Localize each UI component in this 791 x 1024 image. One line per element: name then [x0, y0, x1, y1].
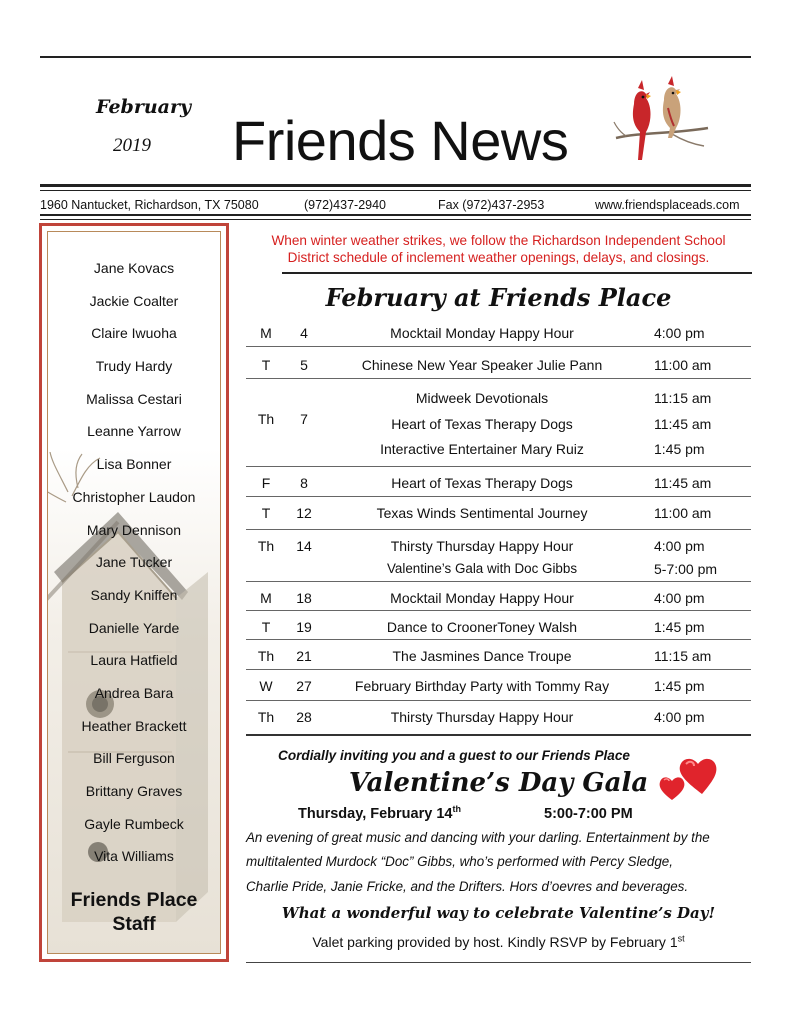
staff-name: Trudy Hardy [95, 358, 173, 375]
schedule-day: Th [257, 411, 275, 427]
gala-description-line3: Charlie Pride, Janie Fricke, and the Drifters. Hors d’oevres and beverages. [246, 878, 689, 894]
issue-year: 2019 [113, 135, 151, 156]
gala-title: Valentine’s Day Gala [348, 768, 649, 798]
staff-name: Leanne Yarrow [87, 423, 181, 440]
staff-name: Danielle Yarde [88, 619, 180, 636]
weather-notice-line1: When winter weather strikes, we follow the Richardson Independent School [271, 233, 726, 248]
schedule-event: Thirsty Thursday Happy Hour [390, 709, 574, 725]
schedule-date: 27 [296, 678, 312, 694]
schedule-day: F [261, 475, 271, 491]
schedule-event: Thirsty Thursday Happy Hour [390, 538, 574, 554]
row-divider [246, 346, 751, 347]
staff-name: Mary Dennison [86, 521, 182, 538]
contact-address: 1960 Nantucket, Richardson, TX 75080 [40, 198, 259, 212]
schedule-time: 11:15 am [654, 390, 712, 406]
schedule-date: 19 [296, 619, 312, 635]
staff-heading [48, 888, 220, 936]
schedule-date: 5 [300, 357, 308, 373]
schedule-date: 28 [296, 709, 312, 725]
schedule-bottom-rule [246, 734, 751, 736]
schedule-event: Valentine’s Gala with Doc Gibbs [386, 561, 578, 576]
schedule-time: 4:00 pm [654, 590, 705, 606]
row-divider [246, 496, 751, 497]
row-divider [246, 669, 751, 670]
gala-description-line2: multitalented Murdock “Doc” Gibbs, who’s performed with Percy Sledge, [246, 854, 673, 870]
row-divider [246, 529, 751, 530]
staff-name: Claire Iwuoha [91, 325, 177, 342]
staff-name: Heather Brackett [81, 717, 187, 734]
schedule-time: 4:00 pm [654, 538, 705, 554]
schedule-date: 18 [296, 590, 312, 606]
masthead-rule-lower [40, 190, 751, 191]
hearts-icon [656, 754, 728, 802]
gala-invite: Cordially inviting you and a guest to our Friends Place [278, 748, 630, 763]
schedule-time: 4:00 pm [654, 709, 705, 725]
notice-rule [282, 272, 752, 274]
schedule-time: 11:00 am [654, 505, 712, 521]
schedule-day: Th [257, 648, 275, 664]
contact-website[interactable]: www.friendsplaceads.com [595, 198, 740, 212]
row-divider [246, 378, 751, 379]
schedule-event: Heart of Texas Therapy Dogs [391, 416, 573, 432]
issue-month: February [96, 96, 192, 118]
schedule-time: 4:00 pm [654, 325, 705, 341]
schedule-day: Th [257, 538, 275, 554]
schedule-day: T [261, 619, 271, 635]
staff-name: Andrea Bara [94, 684, 174, 701]
schedule-day: T [261, 505, 271, 521]
schedule-date: 12 [296, 505, 312, 521]
contact-fax: Fax (972)437-2953 [438, 198, 545, 212]
schedule-event: Midweek Devotionals [415, 390, 549, 406]
gala-date [298, 806, 461, 822]
schedule-date: 8 [300, 475, 308, 491]
schedule-date: 7 [300, 411, 308, 427]
schedule-time: 5-7:00 pm [654, 561, 718, 577]
schedule-event: Mocktail Monday Happy Hour [390, 590, 574, 606]
contact-rule-upper [40, 214, 751, 216]
schedule-date: 14 [296, 538, 312, 554]
staff-name: Sandy Kniffen [90, 586, 178, 603]
schedule-day: M [260, 325, 272, 341]
contact-phone: (972)437-2940 [304, 198, 387, 212]
row-divider [246, 700, 751, 701]
gala-tagline: What a wonderful way to celebrate Valentine’s Day! [281, 904, 716, 922]
schedule-event: Mocktail Monday Happy Hour [390, 325, 574, 341]
schedule-day: Th [257, 709, 275, 725]
staff-list [48, 252, 220, 873]
gala-date-text: Thursday, February 14 [298, 806, 453, 822]
weather-notice [246, 232, 751, 266]
gala-description [246, 826, 746, 899]
valet-note-suffix: st [677, 933, 685, 944]
valet-note [246, 934, 751, 950]
staff-heading-line1: Friends Place [70, 889, 198, 911]
bottom-rule [246, 962, 751, 963]
schedule-event: Heart of Texas Therapy Dogs [391, 475, 573, 491]
schedule-event: February Birthday Party with Tommy Ray [354, 678, 610, 694]
row-divider [246, 610, 751, 611]
schedule-event: The Jasmines Dance Troupe [392, 648, 572, 664]
schedule-title: February at Friends Place [325, 283, 672, 312]
schedule-time: 11:45 am [654, 416, 712, 432]
staff-name: Lisa Bonner [96, 456, 172, 473]
schedule-day: W [259, 678, 273, 694]
staff-heading-line2: Staff [112, 913, 156, 935]
row-divider [246, 581, 751, 582]
schedule-event: Interactive Entertainer Mary Ruiz [380, 441, 584, 457]
masthead-rule-upper [40, 184, 751, 187]
staff-name: Christopher Laudon [72, 488, 196, 505]
schedule-date: 4 [300, 325, 308, 341]
row-divider [246, 639, 751, 640]
schedule-time: 1:45 pm [654, 678, 705, 694]
staff-name: Jackie Coalter [89, 292, 179, 309]
staff-sidebar [39, 223, 229, 962]
gala-time: 5:00-7:00 PM [544, 806, 633, 822]
valet-note-text: Valet parking provided by host. Kindly RSVP by February 1 [312, 934, 678, 950]
row-divider [246, 466, 751, 467]
staff-name: Laura Hatfield [90, 652, 178, 669]
schedule-date: 21 [296, 648, 312, 664]
schedule-day: M [260, 590, 272, 606]
schedule-time: 11:00 am [654, 357, 712, 373]
gala-description-line1: An evening of great music and dancing with your darling. Entertainment by the [246, 830, 710, 845]
staff-name: Malissa Cestari [86, 390, 182, 407]
schedule-time: 1:45 pm [654, 619, 705, 635]
schedule-time: 1:45 pm [654, 441, 705, 457]
schedule-event: Chinese New Year Speaker Julie Pann [361, 357, 603, 373]
staff-sidebar-panel [47, 231, 221, 954]
staff-name: Vita Williams [94, 848, 174, 865]
schedule-time: 11:45 am [654, 475, 712, 491]
staff-name: Bill Ferguson [93, 750, 175, 767]
newsletter-title: Friends News [232, 109, 569, 172]
staff-name: Jane Kovacs [93, 260, 175, 276]
cardinals-illustration [612, 74, 712, 170]
schedule-event: Dance to CroonerToney Walsh [386, 619, 578, 635]
staff-name: Gayle Rumbeck [84, 815, 184, 832]
gala-date-suffix: th [452, 804, 461, 815]
schedule-time: 11:15 am [654, 648, 712, 664]
schedule-day: T [261, 357, 271, 373]
schedule-event: Texas Winds Sentimental Journey [376, 505, 588, 521]
top-rule [40, 56, 751, 58]
weather-notice-line2: District schedule of inclement weather openings, delays, and closings. [287, 250, 710, 265]
staff-name: Brittany Graves [85, 783, 183, 799]
staff-name: Jane Tucker [95, 554, 173, 571]
contact-rule-lower [40, 219, 751, 220]
